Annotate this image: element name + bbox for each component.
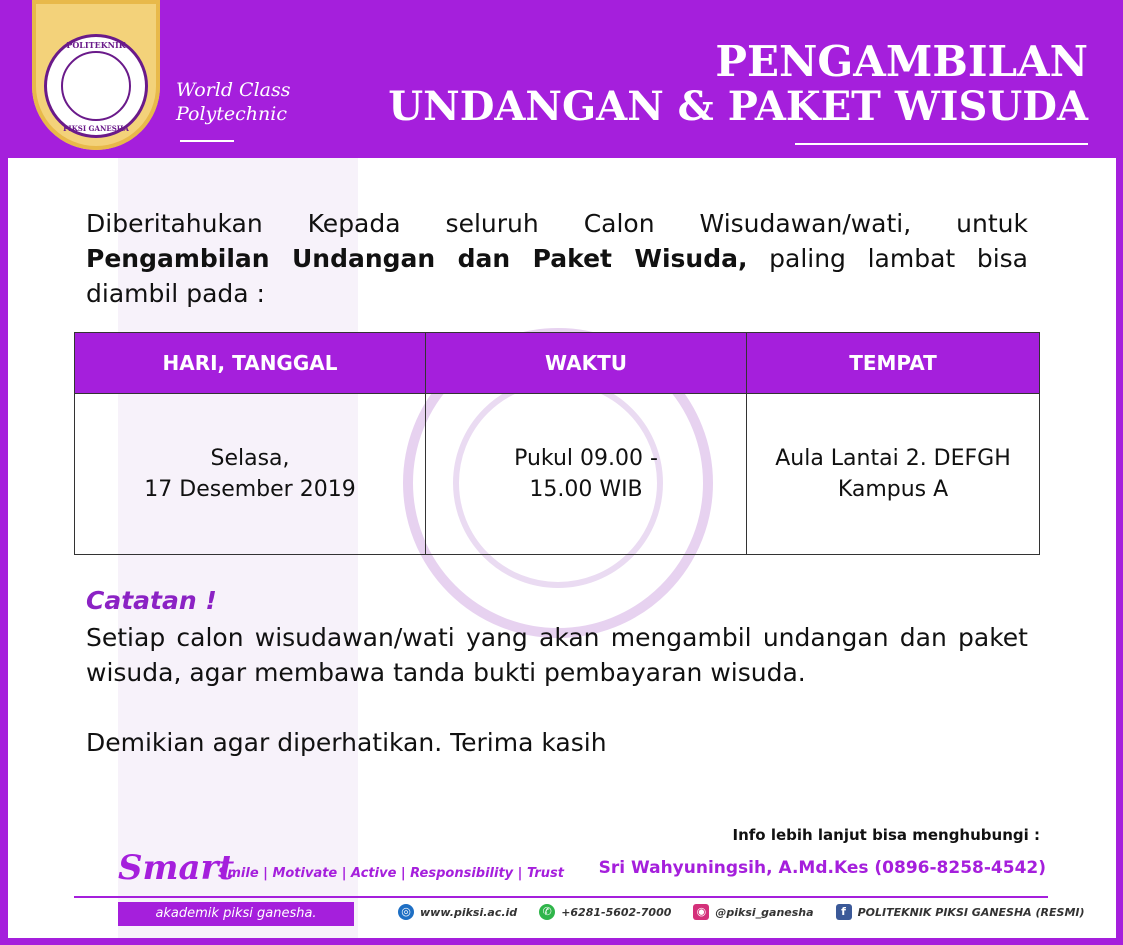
globe-icon: ◎ bbox=[398, 904, 414, 920]
header-day-date: HARI, TANGGAL bbox=[75, 333, 426, 394]
link-website[interactable] bbox=[398, 904, 517, 920]
contact-person: Sri Wahyuningsih, A.Md.Kes (0896-8258-4542) bbox=[598, 858, 1046, 878]
tagline-line-2: Polytechnic bbox=[176, 103, 287, 125]
title-underline bbox=[795, 143, 1088, 145]
tagline bbox=[176, 78, 290, 126]
link-instagram[interactable] bbox=[693, 904, 813, 920]
page-title bbox=[388, 37, 1088, 130]
table-header-row bbox=[75, 333, 1040, 394]
logo-seal-icon bbox=[44, 34, 148, 138]
footer-links bbox=[398, 904, 1085, 920]
schedule-table bbox=[74, 332, 1040, 555]
link-whatsapp[interactable] bbox=[539, 904, 671, 920]
intro-paragraph bbox=[86, 206, 1028, 311]
intro-text-2: paling lambat bisa diambil pada : bbox=[86, 244, 1028, 308]
title-line-2: UNDANGAN & PAKET WISUDA bbox=[388, 83, 1088, 130]
closing-text: Demikian agar diperhatikan. Terima kasih bbox=[86, 728, 607, 757]
link-facebook[interactable] bbox=[836, 904, 1085, 920]
content-panel bbox=[8, 158, 1116, 938]
logo-inner-ring bbox=[61, 51, 131, 121]
cell-day-date bbox=[75, 394, 426, 555]
akademik-label: akademik piksi ganesha. bbox=[118, 902, 354, 926]
cell-time bbox=[426, 394, 747, 555]
logo-badge bbox=[32, 0, 160, 150]
phone-text: +6281-5602-7000 bbox=[561, 905, 672, 919]
website-text: www.piksi.ac.id bbox=[420, 905, 518, 919]
tagline-underline bbox=[180, 140, 234, 142]
header-place: TEMPAT bbox=[747, 333, 1040, 394]
footer-divider bbox=[74, 896, 1048, 898]
logo-text-bottom: PIKSI GANESHA bbox=[63, 124, 129, 133]
smart-logo: Smart bbox=[118, 848, 235, 888]
instagram-text: @piksi_ganesha bbox=[715, 905, 814, 919]
note-text: Setiap calon wisudawan/wati yang akan mengambil undangan dan paket wisuda, agar membawa tanda bukti pembayaran wisuda. bbox=[86, 623, 1028, 687]
cell-day: Selasa, bbox=[210, 446, 290, 471]
facebook-icon: f bbox=[836, 904, 852, 920]
cell-time-1: Pukul 09.00 - bbox=[514, 446, 658, 471]
cell-place bbox=[747, 394, 1040, 555]
table-row bbox=[75, 394, 1040, 555]
facebook-text: POLITEKNIK PIKSI GANESHA (RESMI) bbox=[857, 905, 1085, 919]
header-time: WAKTU bbox=[426, 333, 747, 394]
header bbox=[0, 0, 1123, 158]
logo-text-top: POLITEKNIK bbox=[66, 40, 126, 50]
values-text: Smile | Motivate | Active | Responsibility | Trust bbox=[218, 866, 565, 881]
cell-time-2: 15.00 WIB bbox=[529, 477, 643, 502]
instagram-icon: ◉ bbox=[693, 904, 709, 920]
cell-date: 17 Desember 2019 bbox=[144, 477, 356, 502]
note-heading: Catatan ! bbox=[86, 586, 217, 615]
cell-place-1: Aula Lantai 2. DEFGH bbox=[775, 446, 1011, 471]
whatsapp-icon: ✆ bbox=[539, 904, 555, 920]
intro-bold: Pengambilan Undangan dan Paket Wisuda, bbox=[86, 244, 748, 273]
title-line-1: PENGAMBILAN bbox=[715, 37, 1088, 86]
cell-place-2: Kampus A bbox=[837, 477, 949, 502]
tagline-line-1: World Class bbox=[176, 79, 291, 101]
intro-text-1: Diberitahukan Kepada seluruh Calon Wisudawan/wati, untuk bbox=[86, 209, 1028, 238]
contact-label: Info lebih lanjut bisa menghubungi : bbox=[732, 826, 1040, 844]
